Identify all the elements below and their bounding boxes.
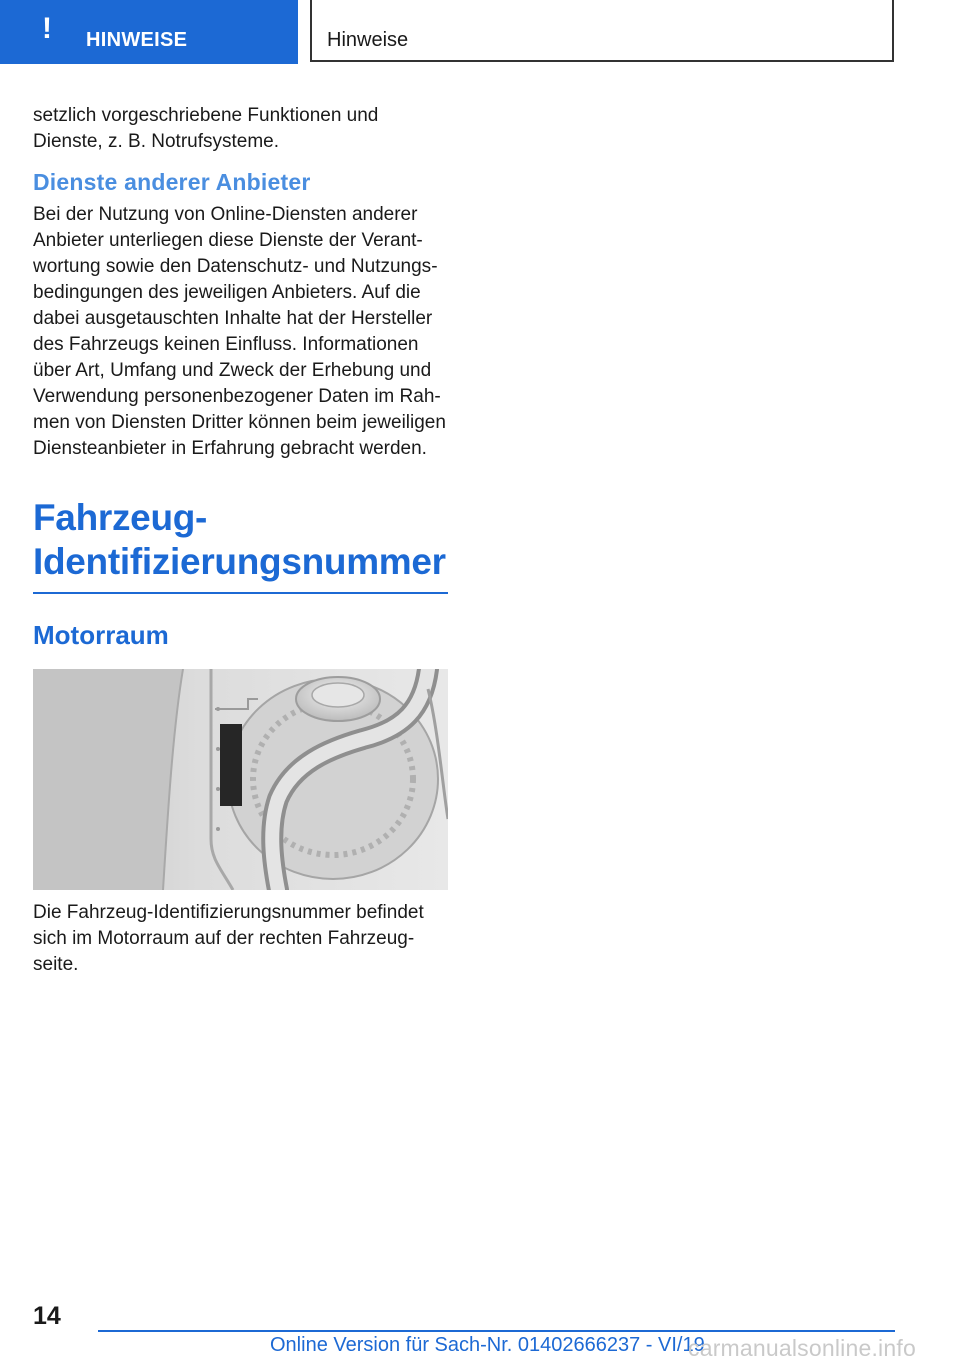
engine-bay-figure: [33, 669, 448, 890]
footer-version-text: Online Version für Sach-Nr. 01402666237 - VI/19: [270, 1334, 705, 1356]
section-header: [310, 0, 894, 62]
footer-divider: [98, 1330, 895, 1332]
main-content: [33, 103, 448, 978]
page-number: 14: [33, 1302, 61, 1330]
main-heading-vin: Fahrzeug-Identifizierungsnummer: [33, 496, 448, 594]
watermark: carmanualsonline.info: [688, 1335, 916, 1361]
subheading-dienste: Dienste anderer Anbieter: [33, 169, 311, 195]
chapter-tab: [0, 0, 298, 64]
section-title: Hinweise: [327, 29, 409, 51]
exclamation-icon: !: [42, 12, 52, 45]
chapter-tab-label: HINWEISE: [86, 29, 188, 51]
subheading-motorraum: Motorraum: [33, 620, 169, 650]
dienste-paragraph: Bei der Nutzung von Online-Diensten anderer Anbieter unterliegen diese Dienste der Verantwortung sowie den Datenschutz- und Nutzungsbedingungen des jeweiligen Anbieters. Auf die dabei ausgetauschten Inhalte hat der Hersteller des Fahrzeugs keinen Einfluss. Informationen über Art, Umfang und Zweck der Erhebung und Verwendung personenbezogener Daten im Rahmen von Diensten Dritter können beim jeweiligen Diensteanbieter in Erfahrung gebracht werden.: [33, 204, 446, 459]
intro-paragraph: setzlich vorgeschriebene Funktionen und Dienste, z. B. Notrufsysteme.: [33, 105, 379, 152]
figure-caption: Die Fahrzeug-Identifizierungsnummer befindet sich im Motorraum auf der rechten Fahrzeugseite.: [33, 902, 424, 975]
